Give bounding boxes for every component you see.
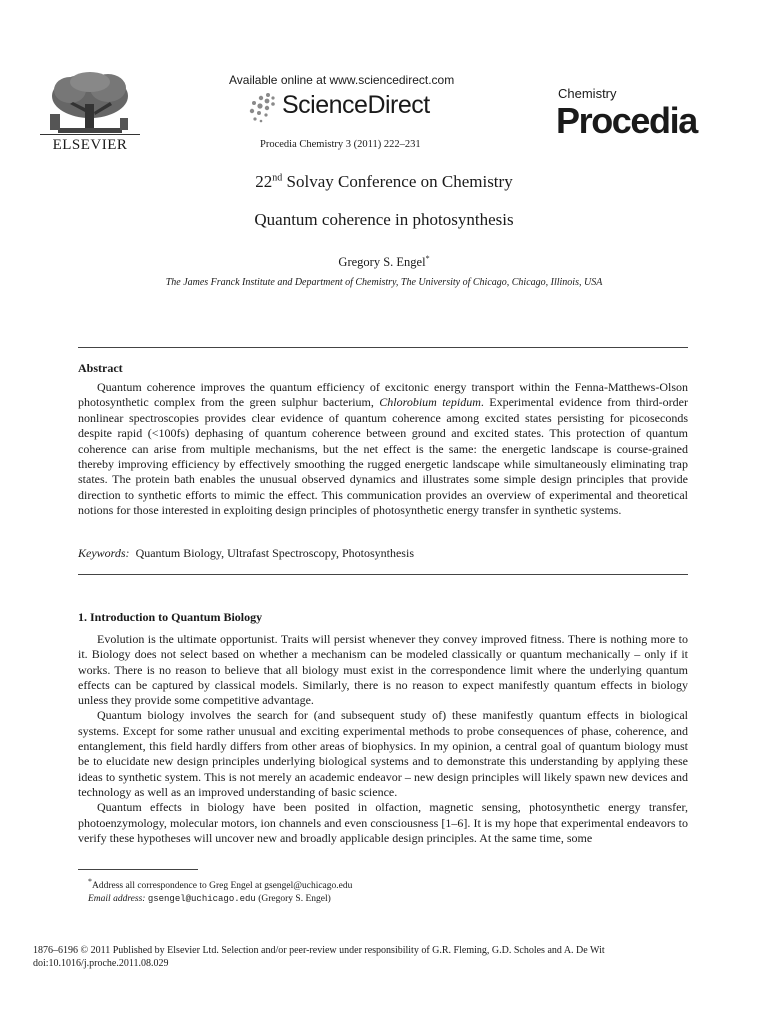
footnote-rule <box>78 869 198 870</box>
journal-category: Chemistry <box>558 86 617 101</box>
body-paragraph: Evolution is the ultimate opportunist. Traits will persist whenever they convey improved fitness. There is nothing more to it. Biology does not select based on whether a mechanism can be modeled classically or quantum mechanically – only if it works. There is no reason to believe that all biology must exist in the correspondence limit where the underlying quantum effects can be captured by classical models. Similarly, there is no reason to expect manifestly quantum effects in biology unless they provide some competitive advantage. <box>78 632 688 708</box>
conference-name: Solvay Conference on Chemistry <box>282 172 513 191</box>
abstract-text-part-2: . Experimental evidence from third-order nonlinear spectroscopies provides clear evidence of quantum coherence among excited states persisting for picoseconds despite rapid (<100fs) dephasing of quantum coherence between ground and excited states. This protection of quantum coherence can arise from multiple mechanisms, but the net effect is the same: the energetic landscape is course-grained thereby improving efficiency by effectively smoothing the rugged energetic landscape while simultaneously eliminating trap states. The protein bath enables the unusual observed dynamics and illustrates some simple design principles that provide direction to synthetic efforts to mimic the effect. This communication provides an overview of experimental and theoretical notions for those interested in exploiting design principles of photosynthetic energy transfer in synthetic systems. <box>78 395 688 518</box>
footnote-correspondence <box>78 876 688 893</box>
abstract-species-name: Chlorobium tepidum <box>379 395 481 410</box>
author-name: Gregory S. Engel <box>338 255 426 270</box>
abstract-heading: Abstract <box>78 361 123 375</box>
footnote-email-label: Email address: <box>88 893 146 904</box>
body-paragraph: Quantum effects in biology have been posited in olfaction, magnetic sensing, photosynthetic energy transfer, photoenzymology, molecular motors, ion channels and even consciousness [1–6]. It is my hope that experimental endeavors to verify these hypotheses will uncover new and broadly applicable design principles. At the same time, some <box>78 800 688 845</box>
section-heading: 1. Introduction to Quantum Biology <box>78 610 263 624</box>
keywords-line <box>78 546 414 561</box>
abstract-top-rule <box>78 347 688 348</box>
body-paragraph: Quantum biology involves the search for (and subsequent study of) these manifestly quantum effects in biological systems. Except for some rather unusual and exciting experimental methods to probe consequences of phase, coherence, and entanglement, this field hardly differs from other areas of biophysics. In my opinion, a central goal of quantum biology must be to elucidate new design principles underlying biological systems and to demonstrate this understanding by applying these ideas to synthetic system. This is not merely an academic endeavor – new design principles will likely spawn new devices and technology as well as an improved understanding of basic science. <box>78 708 688 799</box>
keywords-label: Keywords: <box>78 546 130 560</box>
journal-citation: Procedia Chemistry 3 (2011) 222–231 <box>260 139 421 150</box>
author-affiliation: The James Franck Institute and Department of Chemistry, The University of Chicago, Chicago, Illinois, USA <box>165 277 603 288</box>
sciencedirect-wordmark: ScienceDirect <box>282 91 430 119</box>
author-footnote-mark[interactable]: * <box>425 254 430 263</box>
conference-title <box>0 172 768 192</box>
footnote-email-link[interactable]: gsengel@uchicago.edu <box>147 893 256 904</box>
elsevier-wordmark: ELSEVIER <box>52 137 128 153</box>
footnote <box>78 876 688 905</box>
footnote-email-suffix: (Gregory S. Engel) <box>255 893 331 904</box>
conference-number: 22 <box>255 172 273 191</box>
journal-name-logo: Procedia <box>556 100 697 141</box>
abstract-bottom-rule <box>78 574 688 575</box>
section-body <box>78 632 688 846</box>
footnote-mark: * <box>88 877 92 886</box>
paper-title: Quantum coherence in photosynthesis <box>254 210 514 229</box>
sciencedirect-dots-icon <box>248 92 276 124</box>
copyright-footer <box>33 944 733 970</box>
abstract-text-part-1: Quantum coherence improves the quantum efficiency of excitonic energy transport within the Fenna-Matthews-Olson photosynthetic complex from the green sulphur bacterium, <box>78 380 688 410</box>
conference-ordinal: nd <box>272 172 283 184</box>
keywords-value: Quantum Biology, Ultrafast Spectroscopy, Photosynthesis <box>135 546 414 560</box>
abstract-body <box>78 380 688 519</box>
author-line <box>0 254 768 270</box>
available-online-link[interactable]: Available online at www.sciencedirect.com <box>229 73 455 87</box>
copyright-text: 1876–6196 © 2011 Published by Elsevier Ltd. Selection and/or peer-review under responsibility of G.R. Fleming, G.D. Scholes and A. De Wit <box>33 945 605 956</box>
doi-link[interactable]: doi:10.1016/j.proche.2011.08.029 <box>33 958 169 969</box>
footnote-correspondence-text: Address all correspondence to Greg Engel at gsengel@uchicago.edu <box>91 881 353 892</box>
footnote-email-line <box>78 893 688 906</box>
